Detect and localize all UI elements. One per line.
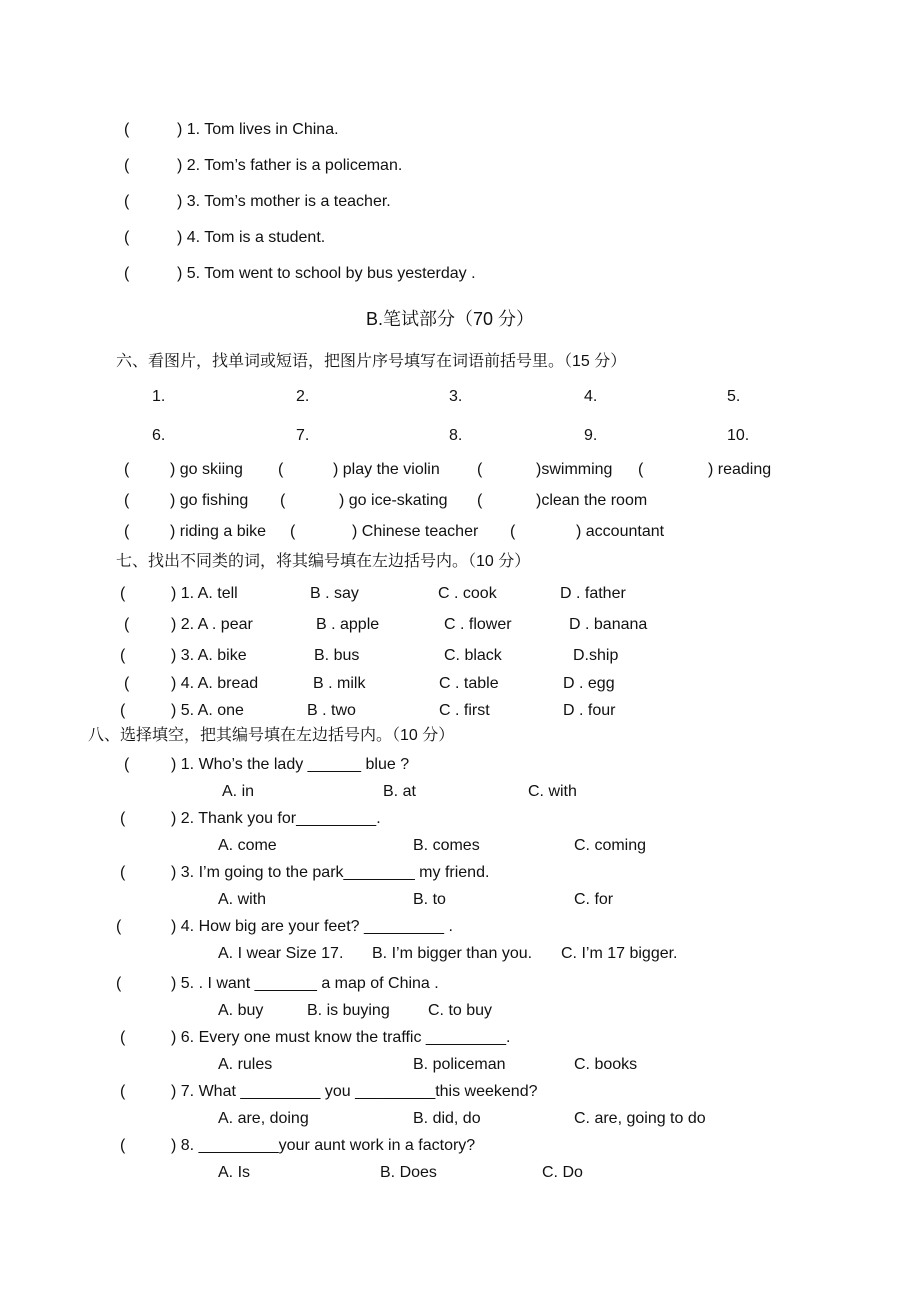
picture-number: 5. [727,388,741,405]
option-a: A. come [218,837,277,854]
question-7: ) 7. What _________ you _________this weekend? [171,1083,538,1100]
answer-bracket[interactable]: ( [120,1137,126,1154]
picture-number: 2. [296,388,310,405]
option-c: C. to buy [428,1002,493,1019]
option-c: C. coming [574,837,647,854]
option-c: C . first [439,702,490,719]
judge-item-2: ) 2. Tom’s father is a policeman. [177,157,403,174]
question-8: ) 8. _________your aunt work in a factory? [171,1137,476,1154]
question-4: ) 4. How big are your feet? _________ . [171,918,453,935]
option-c: C. I’m 17 bigger. [561,945,678,962]
word-chinese-teacher: ) Chinese teacher [352,523,479,540]
option-b: B. to [413,891,446,908]
picture-number: 1. [152,388,166,405]
answer-bracket[interactable]: ( [120,810,126,827]
option-c: C . table [439,675,499,692]
option-b: B . say [310,585,359,602]
question-5: ) 5. . I want _______ a map of China . [171,975,439,992]
option-a: ) 2. A . pear [171,616,253,633]
answer-bracket[interactable]: ( [120,864,126,881]
option-d: D . banana [569,616,648,633]
word-swimming: )swimming [536,461,613,478]
answer-bracket[interactable]: ( [120,1029,126,1046]
answer-bracket[interactable]: ( [278,461,284,478]
written-part-title: B.笔试部分（70 分） [366,309,535,329]
answer-bracket[interactable]: ( [120,702,126,719]
option-a: A. are, doing [218,1110,309,1127]
answer-bracket[interactable]: ( [120,1083,126,1100]
word-go-skiing: ) go skiing [170,461,243,478]
option-a: A. buy [218,1002,264,1019]
option-b: B . apple [316,616,380,633]
option-b: B. did, do [413,1110,481,1127]
answer-bracket[interactable]: ( [124,492,130,509]
option-c: C. Do [542,1164,583,1181]
word-clean-the-room: )clean the room [536,492,648,509]
answer-bracket[interactable]: ( [124,121,130,138]
option-a: ) 1. A. tell [171,585,238,602]
question-3: ) 3. I’m going to the park________ my friend. [171,864,490,881]
answer-bracket[interactable]: ( [120,647,126,664]
option-d: D . father [560,585,626,602]
answer-bracket[interactable]: ( [280,492,286,509]
option-b: B. comes [413,837,480,854]
question-2: ) 2. Thank you for_________. [171,810,381,827]
answer-bracket[interactable]: ( [510,523,516,540]
option-a: ) 5. A. one [171,702,244,719]
answer-bracket[interactable]: ( [116,975,122,992]
picture-number: 9. [584,427,598,444]
answer-bracket[interactable]: ( [477,492,483,509]
word-go-fishing: ) go fishing [170,492,249,509]
option-a: A. rules [218,1056,273,1073]
option-c: C. are, going to do [574,1110,706,1127]
question-1: ) 1. Who’s the lady ______ blue ? [171,756,410,773]
option-b: B. Does [380,1164,437,1181]
option-c: C. with [528,783,577,800]
picture-number: 10. [727,427,750,444]
word-accountant: ) accountant [576,523,665,540]
picture-number: 4. [584,388,598,405]
answer-bracket[interactable]: ( [124,193,130,210]
option-b: B. bus [314,647,360,664]
option-c: C. books [574,1056,638,1073]
word-play-the-violin: ) play the violin [333,461,440,478]
answer-bracket[interactable]: ( [290,523,296,540]
judge-item-4: ) 4. Tom is a student. [177,229,326,246]
answer-bracket[interactable]: ( [124,229,130,246]
option-a: A. Is [218,1164,251,1181]
section-6-heading: 六、看图片，找单词或短语，把图片序号填写在词语前括号里。（15 分） [116,353,627,370]
option-d: D . egg [563,675,615,692]
answer-bracket[interactable]: ( [124,157,130,174]
option-c: C. black [444,647,502,664]
picture-number: 8. [449,427,463,444]
option-b: B. I’m bigger than you. [372,945,533,962]
option-b: B. is buying [307,1002,390,1019]
option-a: A. I wear Size 17. [218,945,344,962]
answer-bracket[interactable]: ( [638,461,644,478]
option-d: D.ship [573,647,619,664]
answer-bracket[interactable]: ( [124,616,130,633]
option-c: C . cook [438,585,497,602]
answer-bracket[interactable]: ( [124,756,130,773]
picture-number: 3. [449,388,463,405]
section-8-heading: 八、选择填空，把其编号填在左边括号内。（10 分） [88,727,455,744]
judge-item-5: ) 5. Tom went to school by bus yesterday . [177,265,476,282]
option-b: B. policeman [413,1056,506,1073]
answer-bracket[interactable]: ( [124,523,130,540]
option-c: C. for [574,891,614,908]
option-b: B. at [383,783,416,800]
answer-bracket[interactable]: ( [477,461,483,478]
answer-bracket[interactable]: ( [116,918,122,935]
answer-bracket[interactable]: ( [120,585,126,602]
option-d: D . four [563,702,616,719]
option-a: ) 3. A. bike [171,647,247,664]
answer-bracket[interactable]: ( [124,461,130,478]
option-b: B . two [307,702,356,719]
section-7-heading: 七、找出不同类的词，将其编号填在左边括号内。（10 分） [116,553,531,570]
picture-number: 6. [152,427,166,444]
option-b: B . milk [313,675,366,692]
option-a: A. with [218,891,267,908]
option-a: ) 4. A. bread [171,675,259,692]
judge-item-3: ) 3. Tom’s mother is a teacher. [177,193,391,210]
answer-bracket[interactable]: ( [124,675,130,692]
word-reading: ) reading [708,461,772,478]
picture-number: 7. [296,427,310,444]
word-go-ice-skating: ) go ice-skating [339,492,448,509]
question-6: ) 6. Every one must know the traffic _________. [171,1029,511,1046]
option-c: C . flower [444,616,512,633]
word-riding-a-bike: ) riding a bike [170,523,267,540]
answer-bracket[interactable]: ( [124,265,130,282]
judge-item-1: ) 1. Tom lives in China. [177,121,339,138]
option-a: A. in [222,783,255,800]
